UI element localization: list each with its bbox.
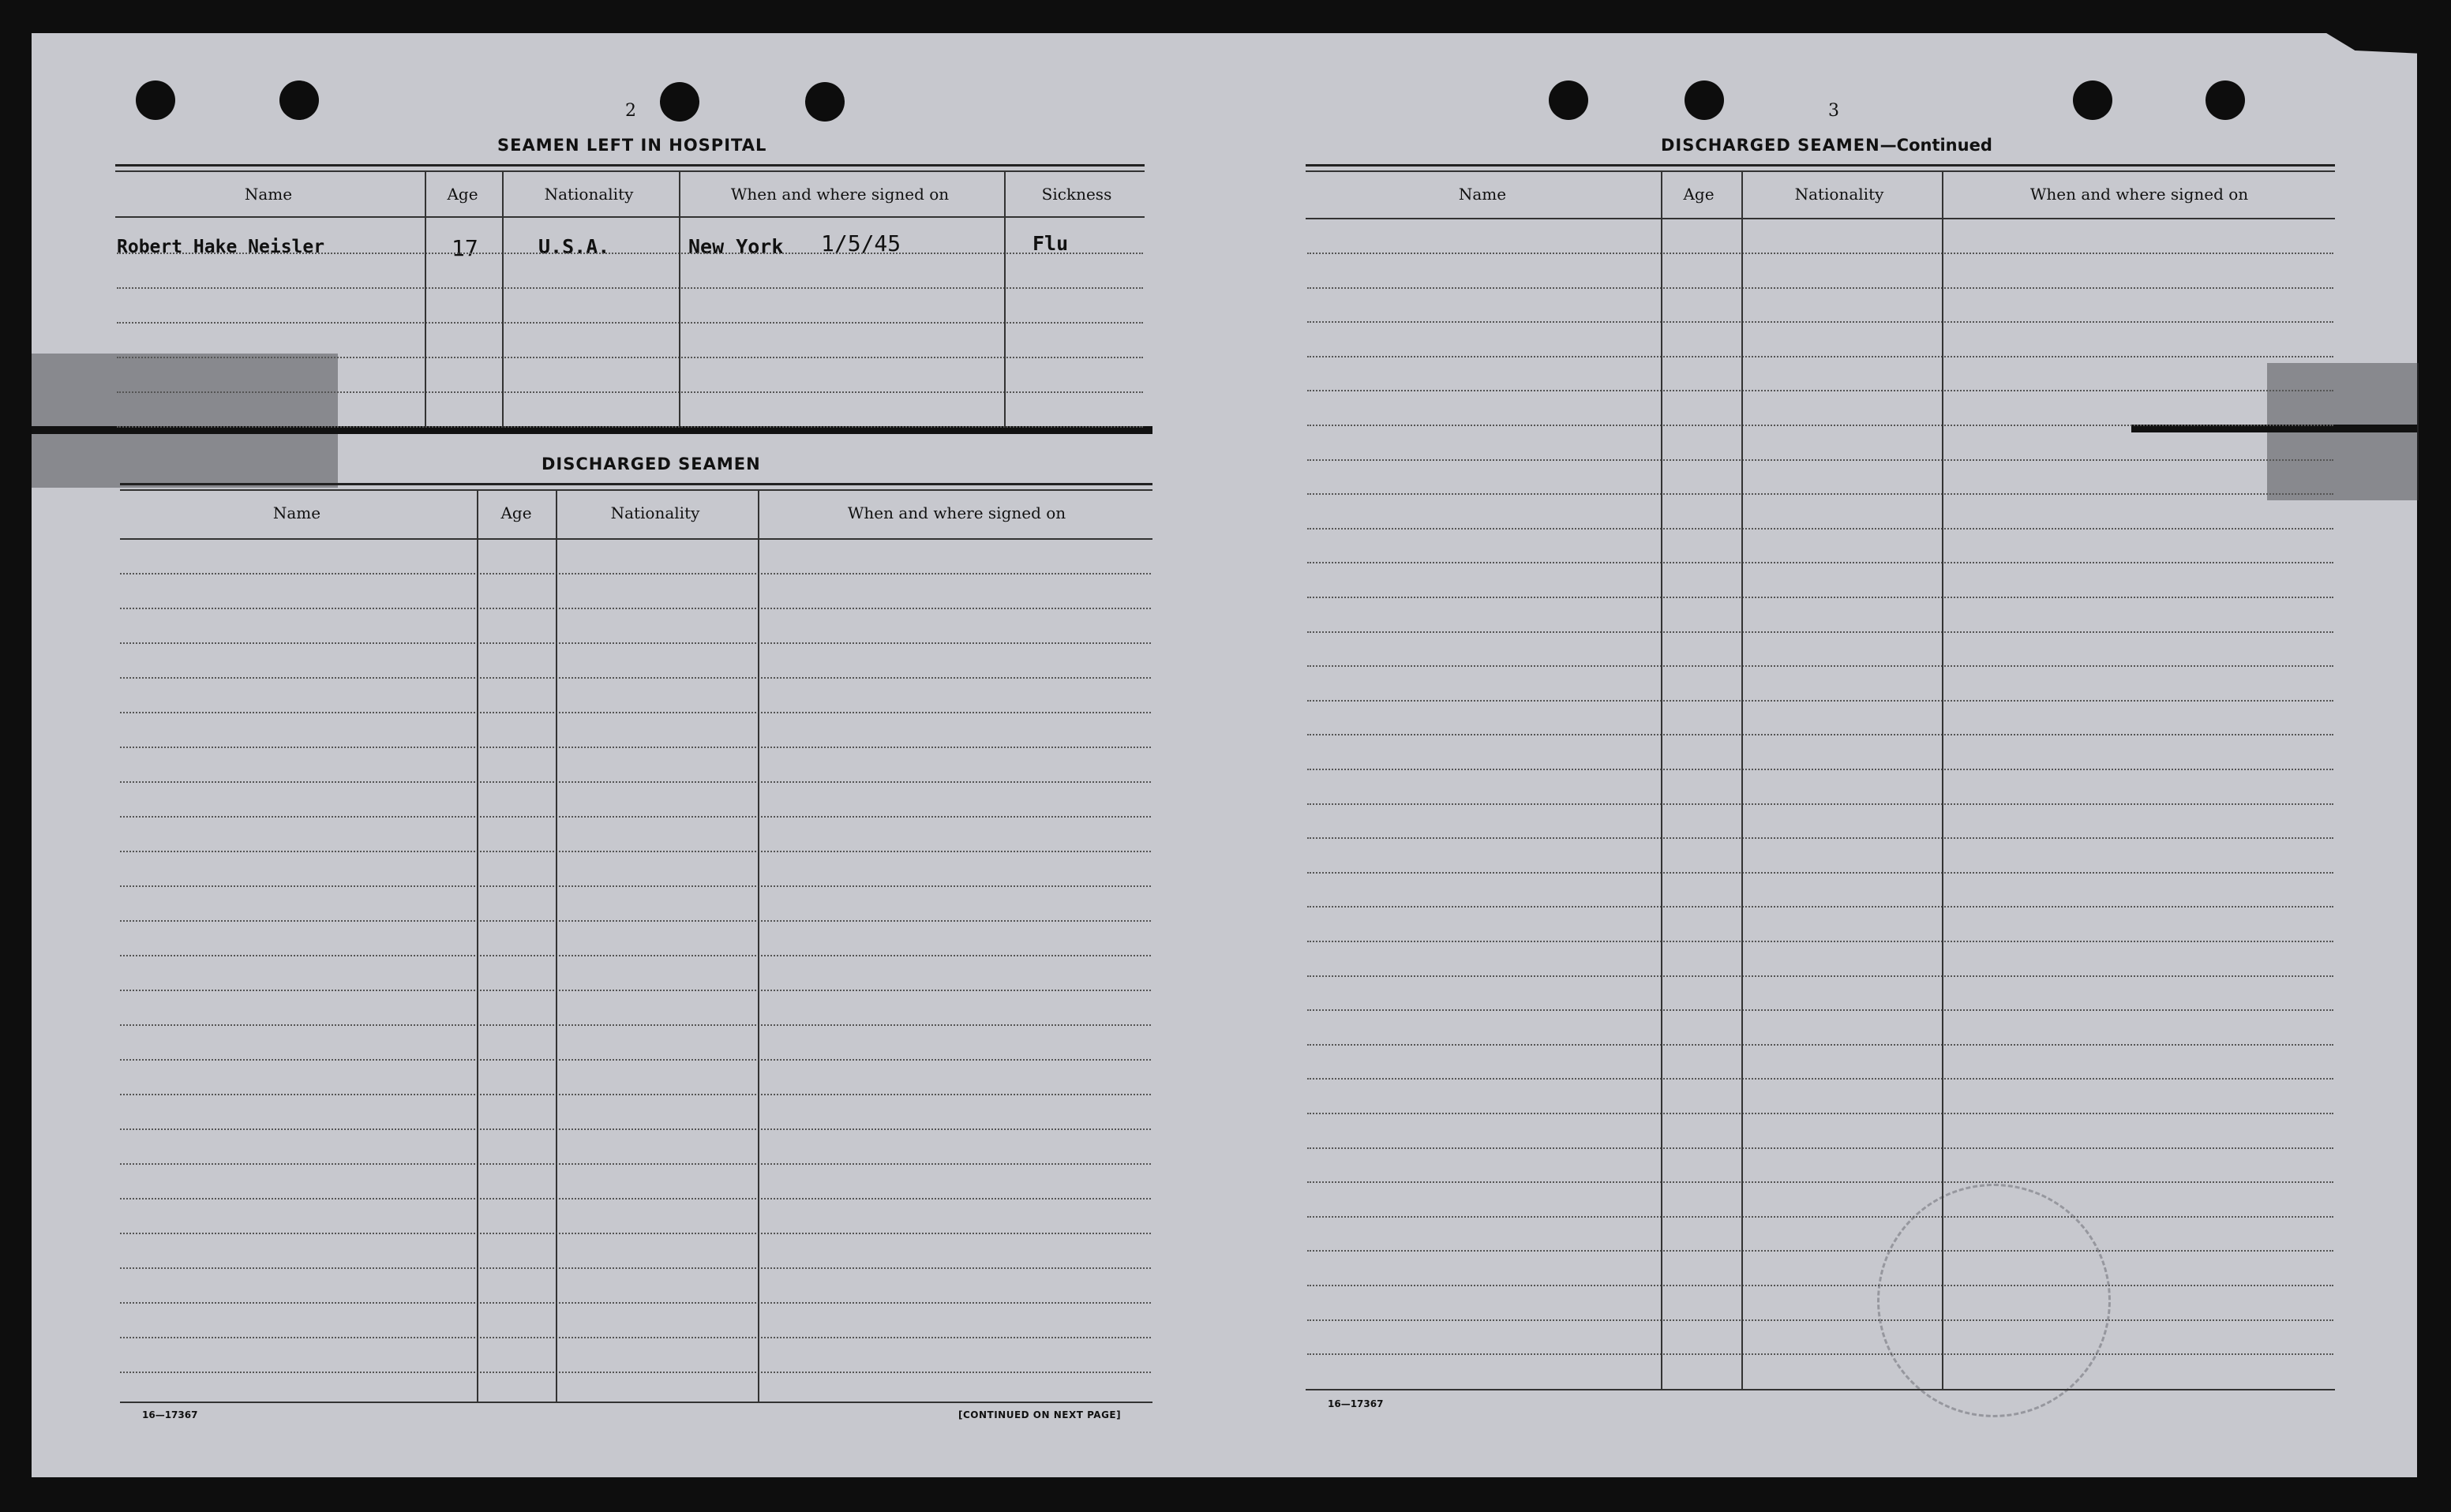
discharged-row-line: [120, 1337, 1151, 1338]
right-column-divider: [1741, 170, 1743, 1389]
right-top-rule-2: [1306, 170, 2335, 172]
hospital-col-nationality: Nationality: [544, 185, 634, 204]
discharged-row-line: [120, 712, 1151, 713]
discharged-row-line: [120, 1128, 1151, 1130]
discharged-row-line: [120, 1267, 1151, 1269]
hospital-row-line: [117, 287, 1143, 289]
discharged-row-line: [120, 885, 1151, 887]
left-form-number: 16—17367: [142, 1409, 198, 1420]
punch-hole: [2206, 80, 2245, 120]
right-row-line: [1307, 1250, 2333, 1252]
punch-hole: [660, 82, 699, 122]
right-row-line: [1307, 1044, 2333, 1046]
right-row-line: [1307, 597, 2333, 598]
right-row-line: [1307, 1147, 2333, 1149]
right-row-line: [1307, 390, 2333, 391]
punch-hole: [1549, 80, 1588, 120]
discharged-section-title: DISCHARGED SEAMEN: [542, 455, 761, 473]
discharged-row-line: [120, 1372, 1151, 1373]
hospital-row-name: Robert Hake Neisler: [117, 237, 325, 257]
discharged-row-line: [120, 1094, 1151, 1095]
right-row-line: [1307, 425, 2333, 426]
right-row-line: [1307, 803, 2333, 805]
hospital-row-line: [117, 391, 1143, 393]
discharged-col-nationality: Nationality: [610, 503, 700, 522]
right-row-line: [1307, 1353, 2333, 1355]
discharged-row-line: [120, 955, 1151, 956]
discharged-row-line: [120, 608, 1151, 609]
continued-note: [CONTINUED ON NEXT PAGE]: [958, 1409, 1122, 1420]
discharged-top-rule-2: [120, 489, 1152, 491]
discharged-continued-title-main: DISCHARGED SEAMEN: [1661, 136, 1880, 155]
right-row-line: [1307, 1009, 2333, 1011]
discharged-row-line: [120, 781, 1151, 783]
right-row-line: [1307, 1216, 2333, 1218]
discharged-row-line: [120, 816, 1151, 818]
hospital-header-rule: [115, 216, 1145, 218]
hospital-col-sickness: Sickness: [1041, 185, 1112, 204]
hospital-column-divider: [679, 170, 680, 428]
right-form-number: 16—17367: [1328, 1398, 1384, 1409]
hospital-row-line: [117, 253, 1143, 254]
discharged-col-signed-on: When and where signed on: [847, 503, 1066, 522]
hospital-col-name: Name: [244, 185, 293, 204]
discharged-row-line: [120, 1198, 1151, 1199]
discharged-row-line: [120, 1233, 1151, 1234]
right-row-line: [1307, 665, 2333, 667]
right-row-line: [1307, 906, 2333, 908]
hospital-row-sickness: Flu: [1032, 232, 1069, 255]
right-row-line: [1307, 700, 2333, 702]
right-row-line: [1307, 459, 2333, 461]
discharged-row-line: [120, 990, 1151, 991]
right-col-nationality: Nationality: [1794, 185, 1884, 204]
discharged-column-divider: [477, 489, 478, 1402]
punch-hole: [2073, 80, 2112, 120]
right-bottom-rule: [1306, 1389, 2335, 1390]
left-page-number: 2: [625, 101, 636, 121]
hospital-col-signed-on: When and where signed on: [730, 185, 950, 204]
right-row-line: [1307, 734, 2333, 735]
right-row-line: [1307, 975, 2333, 977]
discharged-column-divider: [758, 489, 759, 1402]
right-row-line: [1307, 1285, 2333, 1286]
hospital-column-divider: [1004, 170, 1006, 428]
hospital-row-line: [117, 426, 1143, 428]
right-col-signed-on: When and where signed on: [2029, 185, 2249, 204]
right-row-line: [1307, 356, 2333, 357]
right-row-line: [1307, 493, 2333, 495]
discharged-row-line: [120, 851, 1151, 852]
hospital-row-line: [117, 357, 1143, 358]
discharged-col-age: Age: [500, 503, 532, 522]
right-row-line: [1307, 631, 2333, 633]
discharged-col-name: Name: [272, 503, 321, 522]
hospital-column-divider: [425, 170, 426, 428]
punch-hole: [279, 80, 319, 120]
tape-strip-left: [32, 354, 338, 488]
discharged-row-line: [120, 920, 1151, 922]
hospital-row-date: 1/5/45: [821, 230, 901, 256]
hospital-row-place: New York: [688, 235, 784, 258]
hospital-row-line: [117, 322, 1143, 324]
right-row-line: [1307, 253, 2333, 254]
right-col-age: Age: [1683, 185, 1715, 204]
right-row-line: [1307, 872, 2333, 874]
discharged-bottom-rule: [120, 1402, 1152, 1403]
discharged-header-rule: [120, 538, 1152, 540]
discharged-row-line: [120, 573, 1151, 574]
hospital-row-age: 17: [452, 235, 478, 261]
hospital-top-rule: [115, 164, 1145, 167]
discharged-row-line: [120, 677, 1151, 679]
punch-hole: [805, 82, 845, 122]
right-row-line: [1307, 1319, 2333, 1321]
right-row-line: [1307, 287, 2333, 289]
right-row-line: [1307, 837, 2333, 839]
discharged-continued-title: [1661, 136, 1992, 155]
right-row-line: [1307, 1181, 2333, 1183]
discharged-top-rule: [120, 483, 1152, 485]
faint-stamp: [1877, 1184, 2111, 1417]
right-row-line: [1307, 528, 2333, 530]
right-top-rule: [1306, 164, 2335, 167]
right-row-line: [1307, 562, 2333, 563]
discharged-row-line: [120, 1024, 1151, 1026]
right-header-rule: [1306, 218, 2335, 219]
discharged-column-divider: [556, 489, 557, 1402]
discharged-row-line: [120, 1059, 1151, 1061]
discharged-row-line: [120, 1302, 1151, 1304]
right-row-line: [1307, 941, 2333, 942]
right-column-divider: [1942, 170, 1943, 1389]
hospital-top-rule-2: [115, 170, 1145, 172]
hospital-col-age: Age: [447, 185, 478, 204]
right-row-line: [1307, 1113, 2333, 1114]
discharged-row-line: [120, 747, 1151, 748]
hospital-row-nationality: U.S.A.: [538, 235, 610, 258]
hospital-section-title: SEAMEN LEFT IN HOSPITAL: [497, 136, 767, 155]
punch-hole: [1685, 80, 1724, 120]
right-row-line: [1307, 769, 2333, 770]
punch-hole: [136, 80, 175, 120]
right-column-divider: [1661, 170, 1662, 1389]
discharged-row-line: [120, 1163, 1151, 1165]
hospital-column-divider: [502, 170, 504, 428]
right-col-name: Name: [1458, 185, 1507, 204]
right-row-line: [1307, 321, 2333, 323]
right-row-line: [1307, 1078, 2333, 1080]
discharged-continued-title-suffix: —Continued: [1879, 136, 1992, 155]
discharged-row-line: [120, 642, 1151, 644]
right-page-number: 3: [1828, 101, 1839, 121]
